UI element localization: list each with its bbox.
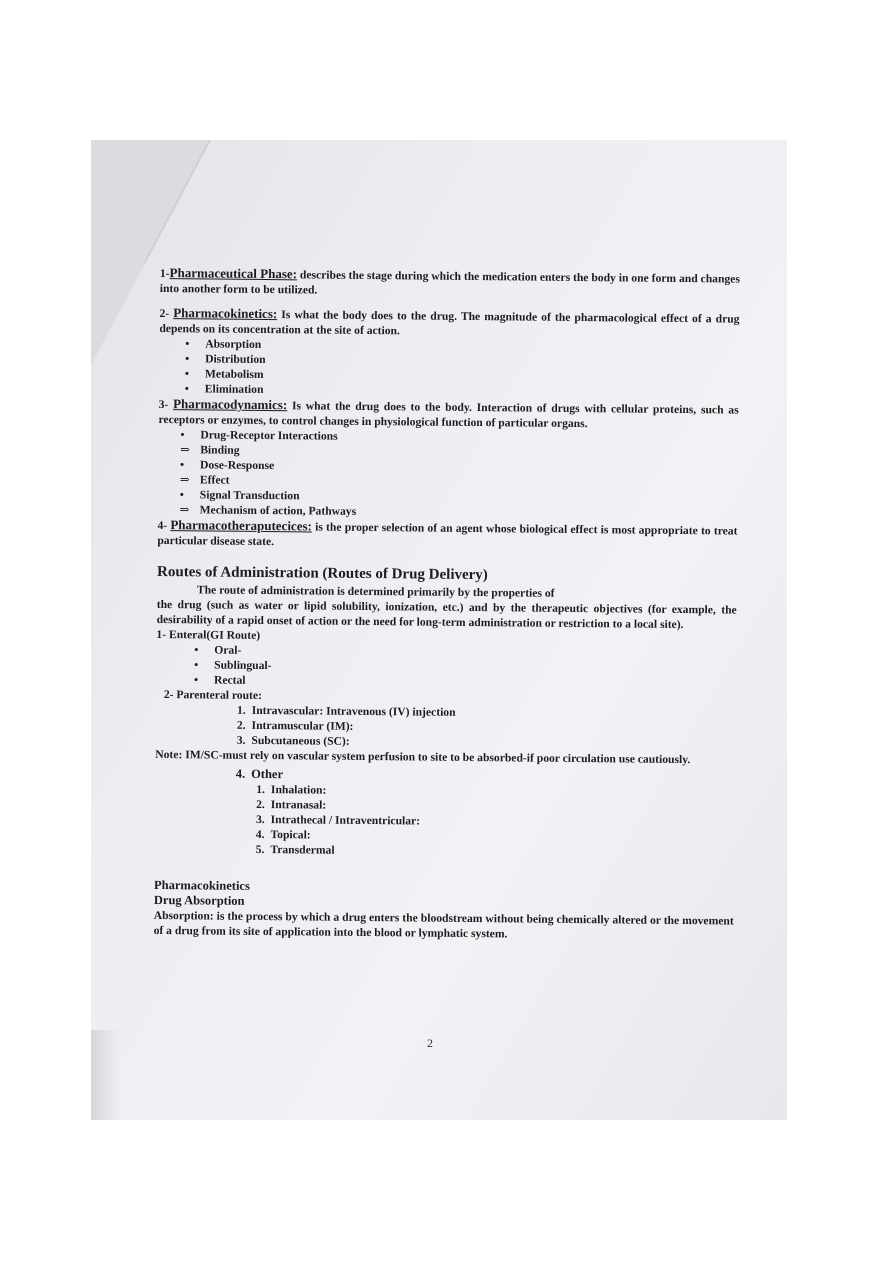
drug-absorption-heading: Drug Absorption xyxy=(153,892,245,908)
pharmacokinetics-heading: Pharmacokinetics xyxy=(153,877,250,893)
page-content xyxy=(154,265,740,944)
list-item: 2. Intramuscular (IM): xyxy=(236,718,354,733)
routes-intro-rest: the drug (such as water or lipid solubility, ionization, etc.) and by the therapeutic objectives (for example, the desirability of a rapid onset of action or the need for long-term administration or restriction to a local site). xyxy=(156,597,737,632)
list-item: • Distribution xyxy=(185,351,739,371)
page-number: 2 xyxy=(427,1036,433,1050)
enteral-label: 1- Enteral(GI Route) xyxy=(156,627,261,642)
enteral-list xyxy=(156,642,736,693)
list-item: • Dose-Response xyxy=(180,457,738,477)
page-edge-shadow xyxy=(91,1030,121,1120)
parenteral-note: Note: IM/SC-must rely on vascular system perfusion to site to be absorbed-if poor circulation use cautiously. xyxy=(155,747,691,767)
phase2-text: Is what the body does to the drug. The magnitude of the pharmacological effect of a drug depends on its concentration at the site of action. xyxy=(159,308,740,338)
list-item: 2. Intranasal: xyxy=(256,797,327,812)
list-item: • Metabolism xyxy=(185,366,739,386)
list-item: ⇒ Effect xyxy=(180,472,738,492)
other-list xyxy=(154,781,735,862)
list-item: 3. Subcutaneous (SC): xyxy=(236,733,350,748)
pharmacodynamics-list xyxy=(158,427,739,523)
phase4-number: 4- xyxy=(157,518,171,533)
phase1-paragraph xyxy=(160,265,740,302)
list-item: • Absorption xyxy=(185,336,739,356)
phase4-paragraph xyxy=(157,517,737,554)
list-item: • Oral- xyxy=(194,642,736,662)
list-item: 1. Intravascular: Intravenous (IV) injection xyxy=(236,703,456,719)
parenteral-label: 2- Parenteral route: xyxy=(163,688,263,702)
phase1-term: Pharmaceutical Phase: xyxy=(169,265,298,282)
routes-heading: Routes of Administration (Routes of Drug Delivery) xyxy=(156,563,488,584)
list-item: 5. Transdermal xyxy=(255,842,335,857)
other-label: 4. Other xyxy=(235,766,284,782)
list-item: ⇒ Binding xyxy=(180,442,738,462)
phase2-number: 2- xyxy=(159,306,174,321)
phase4-term: Pharmacotheraputecices: xyxy=(170,517,312,534)
phase3-number: 3- xyxy=(158,397,174,412)
routes-intro-line1: The route of administration is determined primarily by the properties of xyxy=(196,583,555,600)
list-item: • Sublingual- xyxy=(194,657,736,677)
parenteral-list xyxy=(155,702,735,753)
phase1-number: 1- xyxy=(159,266,170,281)
phase3-term: Pharmacodynamics: xyxy=(173,396,288,413)
list-item: ⇒ Mechanism of action, Pathways xyxy=(180,502,738,522)
list-item: 3. Intrathecal / Intraventricular: xyxy=(255,812,421,828)
phase2-term: Pharmacokinetics: xyxy=(173,305,278,322)
list-item: • Drug-Receptor Interactions xyxy=(180,427,738,447)
list-item: 1. Inhalation: xyxy=(256,782,327,797)
phase1-text: describes the stage during which the medication enters the body in one form and changes into another form to be utilized. xyxy=(159,268,740,297)
list-item: • Elimination xyxy=(185,381,739,401)
phase3-text: Is what the drug does to the body. Interaction of drugs with cellular proteins, such as receptors or enzymes, to control changes in physiological function of particular organs. xyxy=(158,399,739,431)
list-item: 4. Topical: xyxy=(255,827,311,842)
list-item: • Signal Transduction xyxy=(180,487,738,507)
phase4-text: is the proper selection of an agent whose biological effect is most appropriate to treat particular disease state. xyxy=(157,520,738,549)
absorption-definition: Absorption: is the process by which a drug enters the bloodstream without being chemically altered or the movement of a drug from its site of application into the blood or lymphatic system. xyxy=(153,908,734,941)
pharmacokinetics-list xyxy=(159,336,740,402)
list-item: • Rectal xyxy=(194,672,736,692)
